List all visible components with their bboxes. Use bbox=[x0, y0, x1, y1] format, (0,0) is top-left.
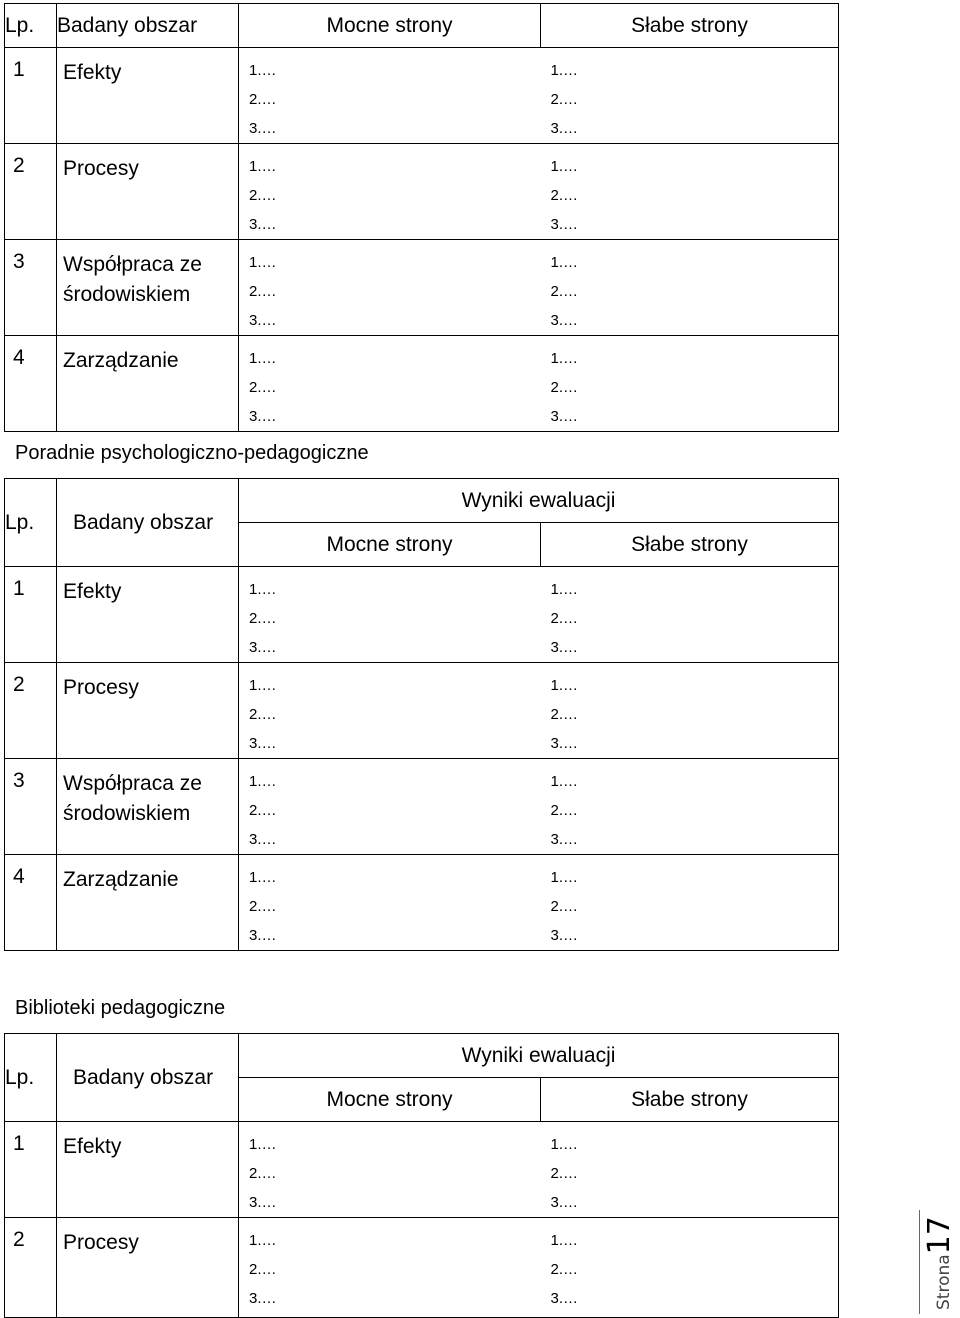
row-area bbox=[57, 855, 239, 951]
row-area bbox=[57, 144, 239, 240]
row-area bbox=[57, 336, 239, 432]
row-num: 2 bbox=[5, 663, 57, 759]
item: 3.… bbox=[249, 408, 277, 425]
area-text: Zarządzanie bbox=[63, 349, 179, 372]
row-area bbox=[57, 567, 239, 663]
item: 3.… bbox=[550, 312, 579, 329]
header-weak: Słabe strony bbox=[541, 1078, 839, 1122]
item: 1.… bbox=[550, 350, 579, 367]
item: 3.… bbox=[249, 1290, 277, 1307]
strong-items bbox=[239, 663, 541, 759]
header-results: Wyniki ewaluacji bbox=[239, 479, 839, 523]
item: 1.… bbox=[550, 869, 579, 886]
header-results: Wyniki ewaluacji bbox=[239, 1034, 839, 1078]
row-num: 3 bbox=[5, 759, 57, 855]
row-num: 1 bbox=[5, 567, 57, 663]
header-lp: Lp. bbox=[5, 479, 57, 567]
header-lp: Lp. bbox=[5, 1034, 57, 1122]
strong-items bbox=[239, 1122, 541, 1218]
weak-items bbox=[541, 759, 839, 855]
item: 2.… bbox=[249, 283, 277, 300]
item: 1.… bbox=[249, 581, 277, 598]
item: 2.… bbox=[249, 706, 277, 723]
area-text: Efekty bbox=[63, 61, 122, 84]
item: 2.… bbox=[550, 610, 579, 627]
row-num: 3 bbox=[5, 240, 57, 336]
item: 2.… bbox=[550, 898, 579, 915]
item: 3.… bbox=[550, 831, 579, 848]
item: 1.… bbox=[550, 254, 579, 271]
area-text: Efekty bbox=[63, 1135, 122, 1158]
area-text: Efekty bbox=[63, 580, 122, 603]
strong-items bbox=[239, 759, 541, 855]
page-label: Strona bbox=[934, 1254, 954, 1310]
item: 2.… bbox=[249, 610, 277, 627]
item: 3.… bbox=[249, 1194, 277, 1211]
strong-items bbox=[239, 336, 541, 432]
header-strong: Mocne strony bbox=[239, 4, 541, 48]
strong-items bbox=[239, 48, 541, 144]
item: 1.… bbox=[550, 62, 579, 79]
strong-items bbox=[239, 240, 541, 336]
item: 3.… bbox=[550, 735, 579, 752]
item: 3.… bbox=[550, 1290, 579, 1307]
item: 1.… bbox=[249, 1136, 277, 1153]
weak-items bbox=[541, 240, 839, 336]
weak-items bbox=[541, 663, 839, 759]
item: 1.… bbox=[550, 677, 579, 694]
section-title: Biblioteki pedagogiczne bbox=[15, 997, 226, 1019]
evaluation-table-3 bbox=[4, 1033, 839, 1318]
item: 3.… bbox=[550, 927, 579, 944]
item: 1.… bbox=[550, 158, 579, 175]
area-text: Procesy bbox=[63, 676, 139, 699]
area-text: Procesy bbox=[63, 157, 139, 180]
item: 2.… bbox=[249, 1261, 277, 1278]
item: 3.… bbox=[550, 120, 579, 137]
header-lp: Lp. bbox=[5, 4, 57, 48]
weak-items bbox=[541, 1122, 839, 1218]
header-strong: Mocne strony bbox=[239, 523, 541, 567]
item: 1.… bbox=[249, 1232, 277, 1249]
item: 2.… bbox=[249, 187, 277, 204]
weak-items bbox=[541, 855, 839, 951]
item: 2.… bbox=[550, 802, 579, 819]
row-area bbox=[57, 1218, 239, 1318]
item: 2.… bbox=[249, 91, 277, 108]
row-num: 1 bbox=[5, 48, 57, 144]
item: 2.… bbox=[550, 379, 579, 396]
item: 3.… bbox=[249, 312, 277, 329]
strong-items bbox=[239, 1218, 541, 1318]
strong-items bbox=[239, 567, 541, 663]
row-num: 2 bbox=[5, 144, 57, 240]
section-title: Poradnie psychologiczno-pedagogiczne bbox=[15, 442, 369, 464]
item: 2.… bbox=[249, 802, 277, 819]
item: 2.… bbox=[550, 187, 579, 204]
header-area: Badany obszar bbox=[57, 4, 239, 48]
item: 3.… bbox=[249, 216, 277, 233]
header-strong: Mocne strony bbox=[239, 1078, 541, 1122]
item: 2.… bbox=[550, 1165, 579, 1182]
row-area bbox=[57, 759, 239, 855]
weak-items bbox=[541, 567, 839, 663]
item: 3.… bbox=[550, 408, 579, 425]
item: 3.… bbox=[550, 216, 579, 233]
strong-items bbox=[239, 144, 541, 240]
item: 2.… bbox=[249, 1165, 277, 1182]
item: 1.… bbox=[550, 581, 579, 598]
page-number: 17 bbox=[922, 1216, 957, 1255]
row-num: 1 bbox=[5, 1122, 57, 1218]
item: 1.… bbox=[550, 1136, 579, 1153]
header-area: Badany obszar bbox=[57, 479, 239, 567]
row-area bbox=[57, 663, 239, 759]
weak-items bbox=[541, 144, 839, 240]
header-weak: Słabe strony bbox=[541, 523, 839, 567]
item: 2.… bbox=[550, 1261, 579, 1278]
area-text: Współpraca ze bbox=[63, 772, 202, 795]
evaluation-table-1 bbox=[4, 3, 839, 432]
area-text: środowiskiem bbox=[63, 802, 191, 825]
item: 3.… bbox=[249, 831, 277, 848]
item: 1.… bbox=[249, 350, 277, 367]
item: 3.… bbox=[249, 639, 277, 656]
evaluation-table-2 bbox=[4, 478, 839, 951]
weak-items bbox=[541, 48, 839, 144]
row-num: 4 bbox=[5, 855, 57, 951]
item: 1.… bbox=[550, 1232, 579, 1249]
header-area: Badany obszar bbox=[57, 1034, 239, 1122]
row-num: 4 bbox=[5, 336, 57, 432]
row-area bbox=[57, 240, 239, 336]
item: 1.… bbox=[249, 677, 277, 694]
item: 2.… bbox=[550, 283, 579, 300]
item: 1.… bbox=[249, 62, 277, 79]
item: 1.… bbox=[249, 773, 277, 790]
strong-items bbox=[239, 855, 541, 951]
item: 2.… bbox=[249, 898, 277, 915]
row-area bbox=[57, 48, 239, 144]
weak-items bbox=[541, 1218, 839, 1318]
item: 2.… bbox=[550, 706, 579, 723]
item: 2.… bbox=[550, 91, 579, 108]
item: 3.… bbox=[550, 639, 579, 656]
row-num: 2 bbox=[5, 1218, 57, 1318]
area-text: Współpraca ze bbox=[63, 253, 202, 276]
item: 1.… bbox=[249, 869, 277, 886]
area-text: Procesy bbox=[63, 1231, 139, 1254]
item: 1.… bbox=[550, 773, 579, 790]
area-text: Zarządzanie bbox=[63, 868, 179, 891]
weak-items bbox=[541, 336, 839, 432]
item: 3.… bbox=[249, 927, 277, 944]
header-weak: Słabe strony bbox=[541, 4, 839, 48]
item: 1.… bbox=[249, 254, 277, 271]
item: 3.… bbox=[249, 120, 277, 137]
item: 1.… bbox=[249, 158, 277, 175]
area-text: środowiskiem bbox=[63, 283, 191, 306]
item: 3.… bbox=[550, 1194, 579, 1211]
page-number-rotated bbox=[922, 1216, 957, 1310]
page-footer bbox=[919, 1210, 960, 1314]
item: 3.… bbox=[249, 735, 277, 752]
row-area bbox=[57, 1122, 239, 1218]
item: 2.… bbox=[249, 379, 277, 396]
